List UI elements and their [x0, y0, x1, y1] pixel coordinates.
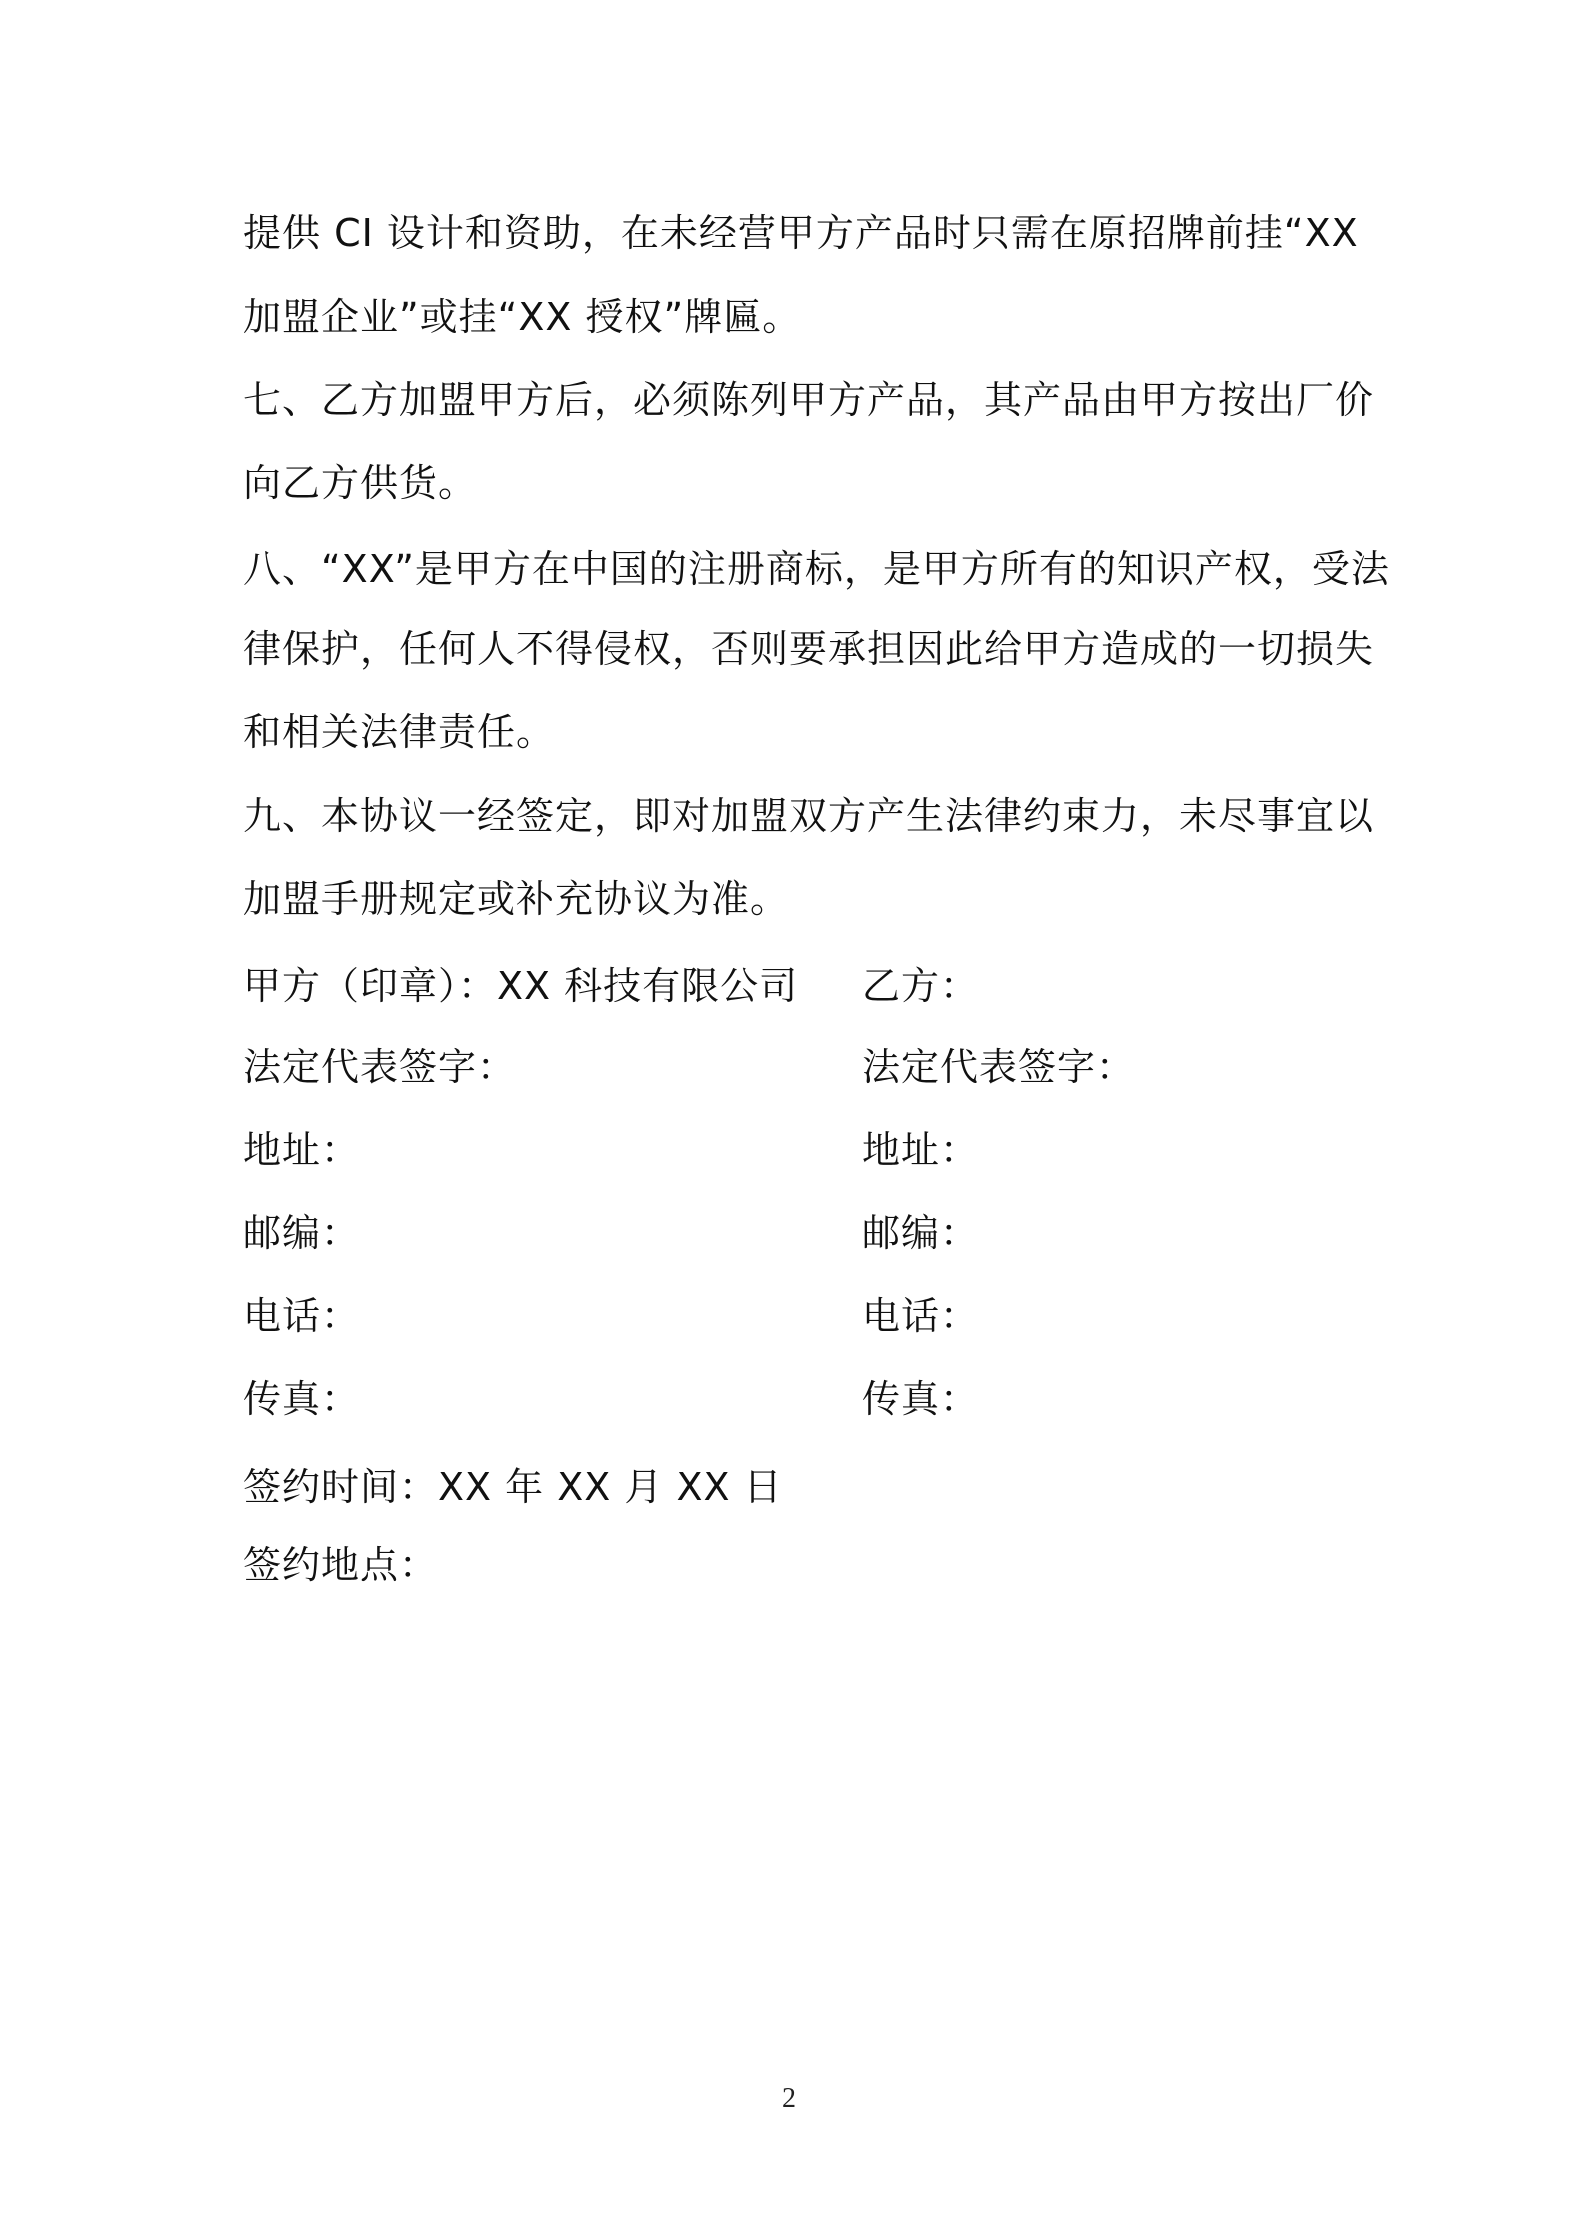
- paragraph-line: 向乙方供货。: [243, 461, 478, 505]
- party-a-address: 地址：: [243, 1128, 361, 1172]
- party-a-postcode: 邮编：: [243, 1211, 361, 1255]
- clause-8-line: 八、“XX”是甲方在中国的注册商标，是甲方所有的知识产权，受法: [243, 547, 1390, 591]
- paragraph-line: 加盟手册规定或补充协议为准。: [243, 877, 790, 921]
- paragraph-line: 和相关法律责任。: [243, 710, 556, 754]
- paragraph-line: 提供 CI 设计和资助，在未经营甲方产品时只需在原招牌前挂“XX: [243, 211, 1359, 255]
- party-a-fax: 传真：: [243, 1377, 361, 1421]
- party-b-representative: 法定代表签字：: [862, 1045, 1136, 1089]
- party-b-phone: 电话：: [862, 1294, 980, 1338]
- page-number: 2: [782, 2083, 796, 2114]
- paragraph-line: 加盟企业”或挂“XX 授权”牌匾。: [243, 295, 802, 339]
- party-b-address: 地址：: [862, 1128, 980, 1172]
- signing-time: 签约时间：XX 年 XX 月 XX 日: [243, 1465, 783, 1509]
- party-b-fax: 传真：: [862, 1377, 980, 1421]
- party-b-postcode: 邮编：: [862, 1211, 980, 1255]
- clause-9-line: 九、本协议一经签定，即对加盟双方产生法律约束力，未尽事宜以: [243, 794, 1375, 838]
- party-b-title: 乙方：: [862, 964, 980, 1008]
- paragraph-line: 律保护，任何人不得侵权，否则要承担因此给甲方造成的一切损失: [243, 627, 1375, 671]
- clause-7-line: 七、乙方加盟甲方后，必须陈列甲方产品，其产品由甲方按出厂价: [243, 378, 1375, 422]
- party-a-representative: 法定代表签字：: [243, 1045, 517, 1089]
- signing-place: 签约地点：: [243, 1543, 439, 1587]
- party-a-phone: 电话：: [243, 1294, 361, 1338]
- party-a-title: 甲方（印章）：XX 科技有限公司: [243, 964, 799, 1008]
